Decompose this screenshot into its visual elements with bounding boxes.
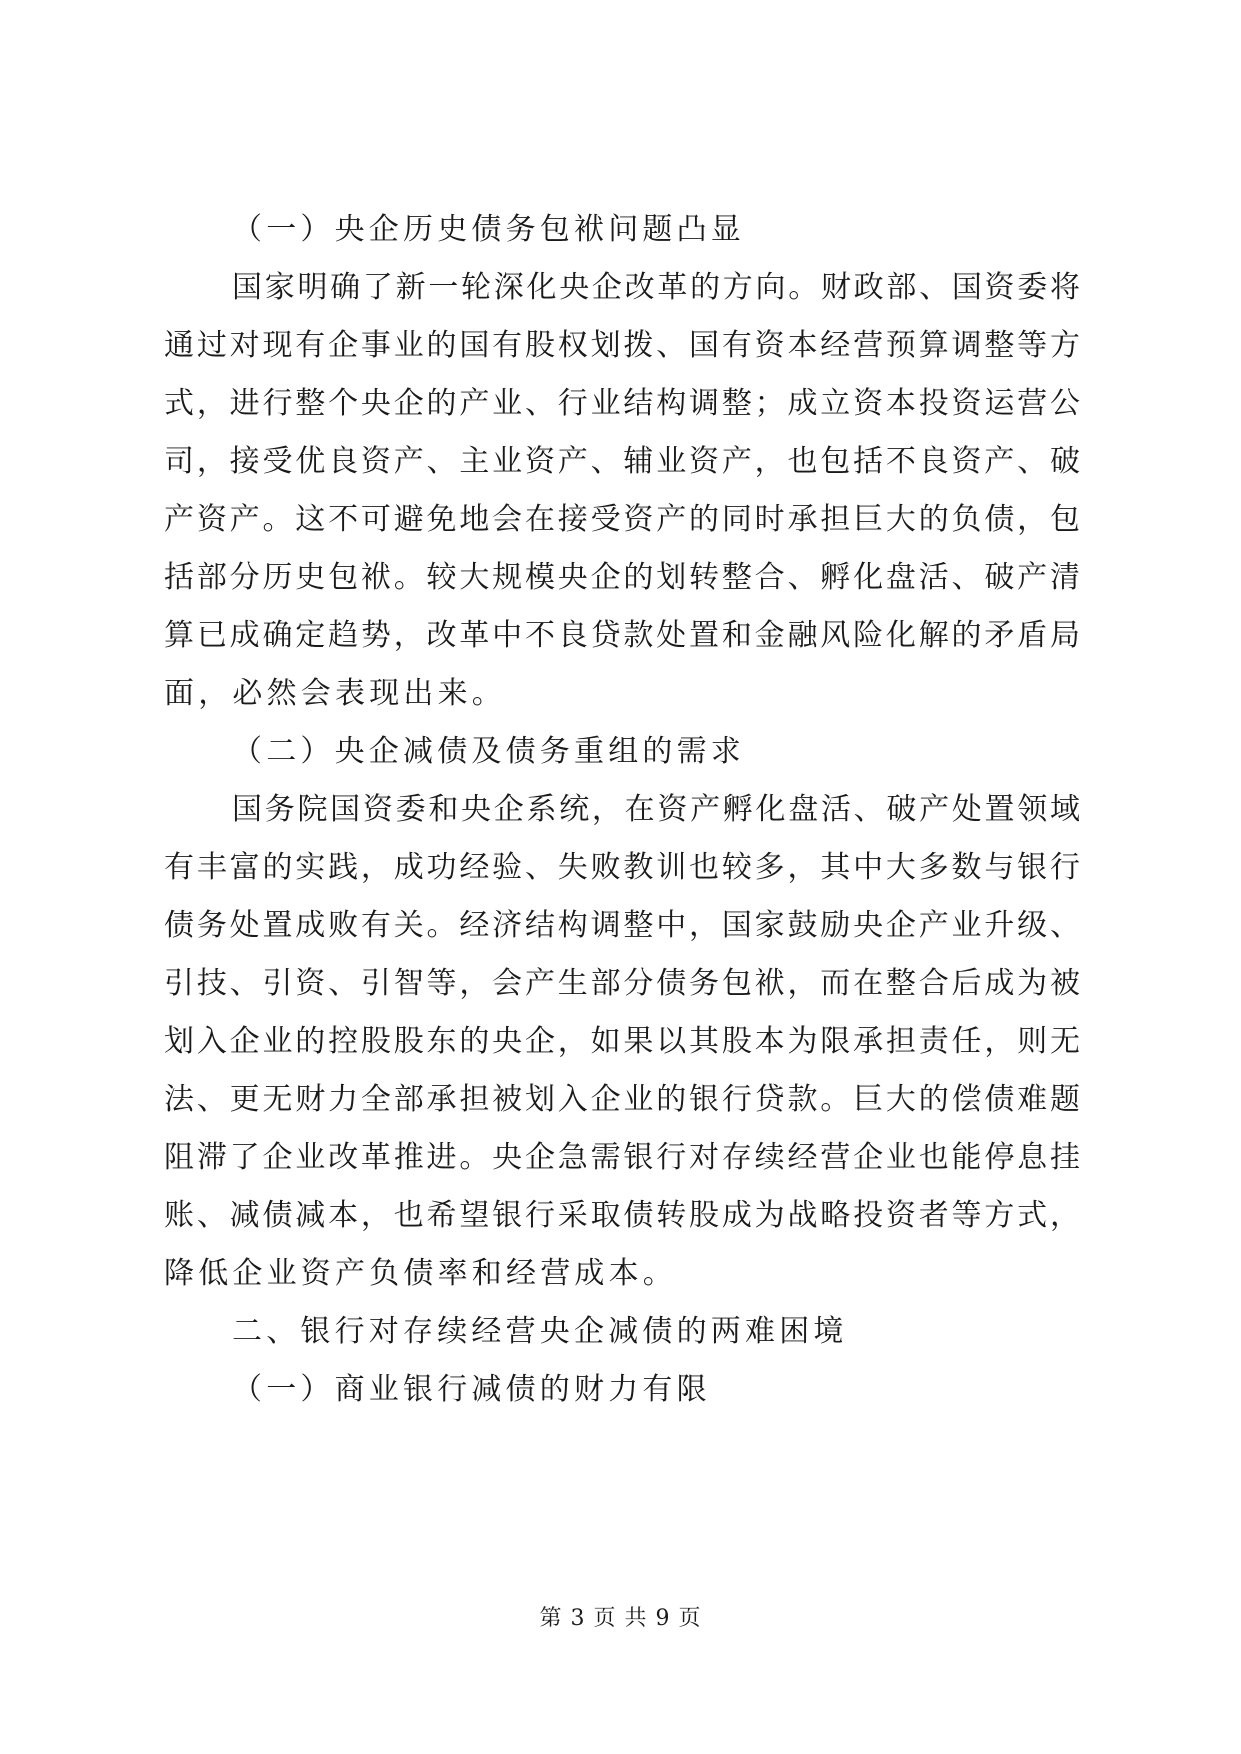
- paragraph-2-line-6: 法、更无财力全部承担被划入企业的银行贷款。巨大的偿债难题: [164, 1082, 1080, 1117]
- section-heading-4: （一）商业银行减债的财力有限: [232, 1372, 711, 1407]
- paragraph-2-line-3: 债务处置成败有关。经济结构调整中，国家鼓励央企产业升级、: [164, 908, 1080, 943]
- paragraph-2-line-7: 阻滞了企业改革推进。央企急需银行对存续经营企业也能停息挂: [164, 1140, 1080, 1175]
- paragraph-1-line-8: 面，必然会表现出来。: [164, 676, 506, 711]
- section-heading-3: 二、银行对存续经营央企减债的两难困境: [232, 1314, 848, 1349]
- paragraph-2-line-8: 账、减债减本，也希望银行采取债转股成为战略投资者等方式，: [164, 1198, 1080, 1233]
- paragraph-1-line-1: 国家明确了新一轮深化央企改革的方向。财政部、国资委将: [232, 270, 1080, 305]
- paragraph-2-line-5: 划入企业的控股股东的央企，如果以其股本为限承担责任，则无: [164, 1024, 1080, 1059]
- section-heading-2: （二）央企减债及债务重组的需求: [232, 734, 745, 769]
- paragraph-1-line-2: 通过对现有企事业的国有股权划拨、国有资本经营预算调整等方: [164, 328, 1080, 363]
- paragraph-1-line-7: 算已成确定趋势，改革中不良贷款处置和金融风险化解的矛盾局: [164, 618, 1080, 653]
- paragraph-2-line-1: 国务院国资委和央企系统，在资产孵化盘活、破产处置领域: [232, 792, 1080, 827]
- paragraph-2-line-4: 引技、引资、引智等，会产生部分债务包袱，而在整合后成为被: [164, 966, 1080, 1001]
- page-number-footer: 第 3 页 共 9 页: [539, 1606, 702, 1631]
- paragraph-2-line-2: 有丰富的实践，成功经验、失败教训也较多，其中大多数与银行: [164, 850, 1080, 885]
- paragraph-1-line-3: 式，进行整个央企的产业、行业结构调整；成立资本投资运营公: [164, 386, 1080, 421]
- paragraph-1-line-4: 司，接受优良资产、主业资产、辅业资产，也包括不良资产、破: [164, 444, 1080, 479]
- paragraph-2-line-9: 降低企业资产负债率和经营成本。: [164, 1256, 677, 1291]
- section-heading-1: （一）央企历史债务包袱问题凸显: [232, 212, 745, 247]
- paragraph-1-line-6: 括部分历史包袱。较大规模央企的划转整合、孵化盘活、破产清: [164, 560, 1080, 595]
- paragraph-1-line-5: 产资产。这不可避免地会在接受资产的同时承担巨大的负债，包: [164, 502, 1080, 537]
